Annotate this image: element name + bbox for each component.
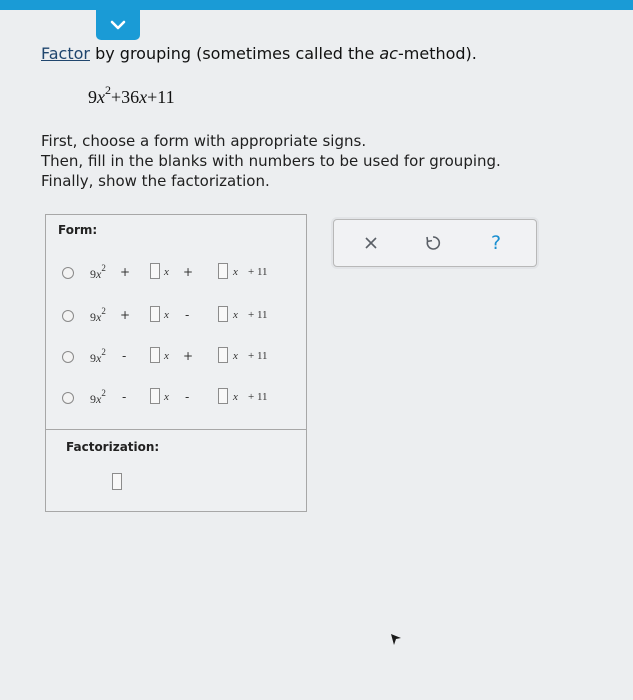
undo-button[interactable] — [420, 230, 446, 256]
close-icon — [364, 236, 378, 250]
x-label: x — [233, 309, 238, 321]
x-label: x — [233, 350, 238, 362]
constant-term: + 11 — [248, 309, 268, 321]
sign-1: + — [120, 265, 131, 279]
undo-icon — [424, 234, 442, 252]
clear-button[interactable] — [358, 230, 384, 256]
x-label: x — [164, 309, 169, 321]
instruction-line-1: First, choose a form with appropriate signs. — [41, 132, 367, 150]
radio-button[interactable] — [62, 392, 74, 404]
sign-2: - — [185, 308, 190, 322]
blank-input-2[interactable] — [218, 388, 228, 404]
mouse-cursor-icon — [390, 633, 402, 647]
form-label: Form: — [58, 223, 98, 237]
sign-1: - — [122, 390, 127, 404]
x-label: x — [164, 391, 169, 403]
title-text: by grouping (sometimes called the — [89, 44, 380, 63]
term-x2: $9x^2$ — [90, 263, 106, 281]
factorization-label: Factorization: — [66, 440, 160, 454]
blank-input-1[interactable] — [150, 347, 160, 363]
expr-middle: +36 — [111, 87, 140, 107]
term-x2: $9x^2$ — [90, 388, 106, 406]
blank-input-2[interactable] — [218, 263, 228, 279]
expr-exp: 2 — [105, 83, 111, 97]
sign-2: - — [185, 390, 190, 404]
expr-var: x — [97, 87, 105, 107]
blank-input-1[interactable] — [150, 388, 160, 404]
form-option-2[interactable] — [62, 306, 302, 328]
instruction-line-3: Finally, show the factorization. — [41, 172, 270, 190]
form-option-4[interactable] — [62, 388, 302, 410]
x-label: x — [233, 391, 238, 403]
x-label: x — [233, 266, 238, 278]
term-x2: $9x^2$ — [90, 306, 106, 324]
section-divider — [46, 429, 306, 430]
help-icon: ? — [490, 232, 502, 254]
problem-title — [41, 44, 477, 63]
form-panel — [45, 214, 307, 512]
blank-input-1[interactable] — [150, 306, 160, 322]
top-accent-bar — [0, 0, 633, 10]
blank-input-2[interactable] — [218, 347, 228, 363]
blank-input-2[interactable] — [218, 306, 228, 322]
radio-button[interactable] — [62, 267, 74, 279]
sign-1: + — [120, 308, 131, 322]
sign-1: - — [122, 349, 127, 363]
form-option-1[interactable] — [62, 263, 302, 285]
radio-button[interactable] — [62, 351, 74, 363]
collapse-tab[interactable] — [96, 10, 140, 40]
blank-input-1[interactable] — [150, 263, 160, 279]
expr-var2: x — [139, 87, 148, 107]
term-x2: $9x^2$ — [90, 347, 106, 365]
chevron-down-icon — [110, 20, 126, 30]
constant-term: + 11 — [248, 266, 268, 278]
x-label: x — [164, 350, 169, 362]
constant-term: + 11 — [248, 350, 268, 362]
sign-2: + — [183, 349, 194, 363]
radio-button[interactable] — [62, 310, 74, 322]
factorization-input[interactable] — [112, 473, 122, 490]
title-end: -method). — [397, 44, 477, 63]
factor-link[interactable]: Factor — [41, 44, 90, 63]
sign-2: + — [183, 265, 194, 279]
instruction-line-2: Then, fill in the blanks with numbers to be used for grouping. — [41, 152, 501, 170]
form-option-3[interactable] — [62, 347, 302, 369]
tool-panel — [333, 219, 537, 267]
polynomial-expression — [88, 85, 175, 108]
title-ac: ac — [379, 44, 398, 63]
expr-coef: 9 — [88, 87, 97, 107]
constant-term: + 11 — [248, 391, 268, 403]
x-label: x — [164, 266, 169, 278]
expr-constant: +11 — [147, 87, 175, 107]
help-button[interactable] — [483, 230, 509, 256]
